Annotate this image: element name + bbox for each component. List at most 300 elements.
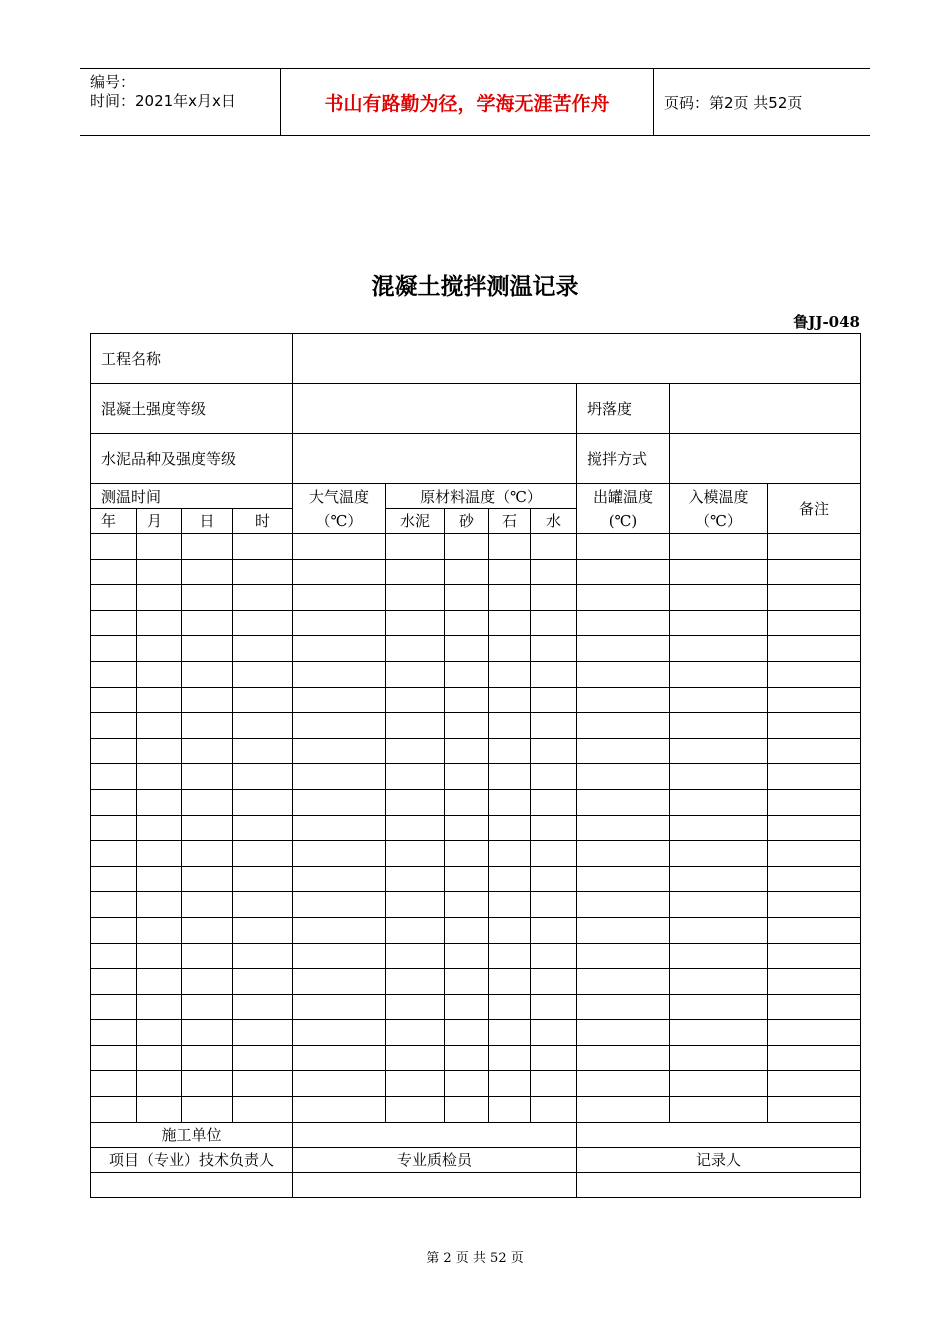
data-cell[interactable] <box>137 534 182 560</box>
data-cell[interactable] <box>489 917 531 943</box>
data-cell[interactable] <box>489 969 531 995</box>
hour-header: 时 <box>233 509 293 534</box>
data-cell[interactable] <box>768 841 861 867</box>
data-cell[interactable] <box>489 738 531 764</box>
data-cell[interactable] <box>293 585 386 611</box>
data-cell[interactable] <box>91 764 137 790</box>
data-cell[interactable] <box>577 610 670 636</box>
data-cell[interactable] <box>768 892 861 918</box>
data-cell[interactable] <box>768 636 861 662</box>
data-cell[interactable] <box>293 687 386 713</box>
data-cell[interactable] <box>489 841 531 867</box>
data-cell[interactable] <box>293 661 386 687</box>
tech-lead-signature[interactable] <box>91 1172 293 1197</box>
data-cell[interactable] <box>386 866 445 892</box>
construction-unit-extra-field[interactable] <box>577 1122 861 1147</box>
data-cell[interactable] <box>91 738 137 764</box>
data-cell[interactable] <box>445 815 489 841</box>
data-cell[interactable] <box>577 534 670 560</box>
data-cell[interactable] <box>386 1097 445 1123</box>
data-cell[interactable] <box>293 994 386 1020</box>
data-cell[interactable] <box>445 610 489 636</box>
data-cell[interactable] <box>233 559 293 585</box>
data-cell[interactable] <box>91 841 137 867</box>
data-cell[interactable] <box>445 1045 489 1071</box>
data-cell[interactable] <box>531 994 577 1020</box>
data-cell[interactable] <box>577 892 670 918</box>
data-cell[interactable] <box>531 841 577 867</box>
data-cell[interactable] <box>445 764 489 790</box>
data-cell[interactable] <box>670 841 768 867</box>
data-cell[interactable] <box>445 866 489 892</box>
data-cell[interactable] <box>768 585 861 611</box>
data-cell[interactable] <box>577 636 670 662</box>
data-cell[interactable] <box>670 687 768 713</box>
data-cell[interactable] <box>386 636 445 662</box>
data-cell[interactable] <box>91 534 137 560</box>
data-cell[interactable] <box>293 789 386 815</box>
data-cell[interactable] <box>489 815 531 841</box>
data-cell[interactable] <box>91 1071 137 1097</box>
data-cell[interactable] <box>386 892 445 918</box>
data-cell[interactable] <box>577 559 670 585</box>
data-cell[interactable] <box>531 943 577 969</box>
data-cell[interactable] <box>91 661 137 687</box>
data-cell[interactable] <box>233 713 293 739</box>
data-cell[interactable] <box>233 661 293 687</box>
remarks-header: 备注 <box>768 484 861 534</box>
data-cell[interactable] <box>182 1071 233 1097</box>
data-cell[interactable] <box>386 738 445 764</box>
data-cell[interactable] <box>577 738 670 764</box>
data-cell[interactable] <box>670 994 768 1020</box>
data-cell[interactable] <box>577 841 670 867</box>
data-cell[interactable] <box>670 1071 768 1097</box>
data-cell[interactable] <box>445 943 489 969</box>
data-cell[interactable] <box>91 866 137 892</box>
data-cell[interactable] <box>137 585 182 611</box>
data-cell[interactable] <box>233 1020 293 1046</box>
data-cell[interactable] <box>91 943 137 969</box>
data-cell[interactable] <box>768 917 861 943</box>
data-cell[interactable] <box>489 559 531 585</box>
data-cell[interactable] <box>445 892 489 918</box>
data-cell[interactable] <box>386 534 445 560</box>
data-cell[interactable] <box>768 815 861 841</box>
data-cell[interactable] <box>531 585 577 611</box>
data-cell[interactable] <box>293 559 386 585</box>
data-cell[interactable] <box>445 1097 489 1123</box>
data-cell[interactable] <box>577 789 670 815</box>
data-cell[interactable] <box>577 764 670 790</box>
data-cell[interactable] <box>91 969 137 995</box>
construction-unit-field[interactable] <box>293 1122 577 1147</box>
data-cell[interactable] <box>293 892 386 918</box>
data-cell[interactable] <box>233 815 293 841</box>
data-cell[interactable] <box>182 713 233 739</box>
concrete-grade-field[interactable] <box>293 384 577 434</box>
data-cell[interactable] <box>233 892 293 918</box>
data-cell[interactable] <box>531 534 577 560</box>
data-cell[interactable] <box>670 892 768 918</box>
data-cell[interactable] <box>233 943 293 969</box>
data-cell[interactable] <box>577 943 670 969</box>
data-cell[interactable] <box>182 534 233 560</box>
data-cell[interactable] <box>182 841 233 867</box>
data-cell[interactable] <box>233 764 293 790</box>
cement-type-field[interactable] <box>293 434 577 484</box>
data-cell[interactable] <box>233 789 293 815</box>
data-cell[interactable] <box>489 636 531 662</box>
data-cell[interactable] <box>293 610 386 636</box>
data-cell[interactable] <box>137 1045 182 1071</box>
data-cell[interactable] <box>233 841 293 867</box>
project-name-field[interactable] <box>293 334 861 384</box>
data-cell[interactable] <box>445 534 489 560</box>
data-cell[interactable] <box>531 610 577 636</box>
data-cell[interactable] <box>489 866 531 892</box>
data-cell[interactable] <box>137 559 182 585</box>
data-cell[interactable] <box>489 687 531 713</box>
data-cell[interactable] <box>182 1097 233 1123</box>
table-row <box>91 1097 861 1123</box>
data-cell[interactable] <box>137 1097 182 1123</box>
data-cell[interactable] <box>577 815 670 841</box>
data-cell[interactable] <box>768 661 861 687</box>
data-cell[interactable] <box>293 764 386 790</box>
data-cell[interactable] <box>670 713 768 739</box>
data-cell[interactable] <box>670 1097 768 1123</box>
data-cell[interactable] <box>445 585 489 611</box>
data-cell[interactable] <box>670 764 768 790</box>
data-cell[interactable] <box>233 585 293 611</box>
table-row <box>91 585 861 611</box>
data-cell[interactable] <box>577 687 670 713</box>
data-cell[interactable] <box>768 713 861 739</box>
data-cell[interactable] <box>531 713 577 739</box>
data-cell[interactable] <box>489 789 531 815</box>
data-cell[interactable] <box>182 585 233 611</box>
data-cell[interactable] <box>137 713 182 739</box>
data-cell[interactable] <box>293 943 386 969</box>
table-row <box>91 943 861 969</box>
data-cell[interactable] <box>293 738 386 764</box>
data-cell[interactable] <box>768 1020 861 1046</box>
data-cell[interactable] <box>386 841 445 867</box>
data-cell[interactable] <box>293 841 386 867</box>
data-cell[interactable] <box>670 585 768 611</box>
data-cell[interactable] <box>670 559 768 585</box>
data-cell[interactable] <box>768 687 861 713</box>
data-cell[interactable] <box>670 789 768 815</box>
material-temp-header: 原材料温度（℃） <box>386 484 577 509</box>
data-cell[interactable] <box>489 943 531 969</box>
data-cell[interactable] <box>670 866 768 892</box>
data-cell[interactable] <box>768 1045 861 1071</box>
data-cell[interactable] <box>233 917 293 943</box>
data-cell[interactable] <box>182 610 233 636</box>
data-cell[interactable] <box>137 892 182 918</box>
data-cell[interactable] <box>386 969 445 995</box>
data-cell[interactable] <box>768 1071 861 1097</box>
data-cell[interactable] <box>91 585 137 611</box>
data-cell[interactable] <box>768 738 861 764</box>
data-cell[interactable] <box>768 789 861 815</box>
data-cell[interactable] <box>445 687 489 713</box>
data-cell[interactable] <box>182 943 233 969</box>
data-cell[interactable] <box>293 815 386 841</box>
data-cell[interactable] <box>137 815 182 841</box>
data-cell[interactable] <box>91 789 137 815</box>
data-cell[interactable] <box>182 789 233 815</box>
data-cell[interactable] <box>137 764 182 790</box>
data-cell[interactable] <box>182 969 233 995</box>
data-cell[interactable] <box>182 764 233 790</box>
data-cell[interactable] <box>91 994 137 1020</box>
data-cell[interactable] <box>233 636 293 662</box>
data-cell[interactable] <box>182 559 233 585</box>
data-cell[interactable] <box>489 585 531 611</box>
data-cell[interactable] <box>531 815 577 841</box>
data-cell[interactable] <box>445 994 489 1020</box>
data-cell[interactable] <box>233 1071 293 1097</box>
data-cell[interactable] <box>445 1020 489 1046</box>
data-cell[interactable] <box>670 969 768 995</box>
data-cell[interactable] <box>577 713 670 739</box>
data-cell[interactable] <box>182 994 233 1020</box>
mix-method-field[interactable] <box>670 434 861 484</box>
data-cell[interactable] <box>577 969 670 995</box>
data-cell[interactable] <box>445 789 489 815</box>
data-cell[interactable] <box>445 636 489 662</box>
data-cell[interactable] <box>137 841 182 867</box>
data-cell[interactable] <box>293 1020 386 1046</box>
data-cell[interactable] <box>531 969 577 995</box>
data-cell[interactable] <box>386 764 445 790</box>
data-cell[interactable] <box>531 687 577 713</box>
data-cell[interactable] <box>233 610 293 636</box>
data-cell[interactable] <box>386 789 445 815</box>
data-cell[interactable] <box>182 866 233 892</box>
data-cell[interactable] <box>489 1071 531 1097</box>
data-cell[interactable] <box>670 610 768 636</box>
data-cell[interactable] <box>386 815 445 841</box>
data-cell[interactable] <box>489 764 531 790</box>
data-cell[interactable] <box>137 1071 182 1097</box>
data-cell[interactable] <box>386 713 445 739</box>
data-cell[interactable] <box>233 1045 293 1071</box>
data-cell[interactable] <box>577 1045 670 1071</box>
data-cell[interactable] <box>293 636 386 662</box>
data-cell[interactable] <box>531 764 577 790</box>
data-cell[interactable] <box>768 866 861 892</box>
data-cell[interactable] <box>489 1097 531 1123</box>
data-cell[interactable] <box>293 969 386 995</box>
data-cell[interactable] <box>768 994 861 1020</box>
data-cell[interactable] <box>531 1020 577 1046</box>
data-cell[interactable] <box>91 713 137 739</box>
data-cell[interactable] <box>489 994 531 1020</box>
data-cell[interactable] <box>768 559 861 585</box>
data-cell[interactable] <box>531 1045 577 1071</box>
data-cell[interactable] <box>670 1045 768 1071</box>
data-cell[interactable] <box>91 1097 137 1123</box>
table-row <box>91 917 861 943</box>
data-cell[interactable] <box>91 1045 137 1071</box>
data-cell[interactable] <box>182 636 233 662</box>
data-cell[interactable] <box>445 738 489 764</box>
data-cell[interactable] <box>91 892 137 918</box>
data-cell[interactable] <box>137 610 182 636</box>
data-cell[interactable] <box>182 917 233 943</box>
data-cell[interactable] <box>137 866 182 892</box>
data-cell[interactable] <box>293 1071 386 1097</box>
data-cell[interactable] <box>577 661 670 687</box>
data-cell[interactable] <box>489 661 531 687</box>
data-cell[interactable] <box>531 789 577 815</box>
data-cell[interactable] <box>182 661 233 687</box>
data-cell[interactable] <box>233 994 293 1020</box>
data-cell[interactable] <box>137 917 182 943</box>
page-footer: 第 2 页 共 52 页 <box>426 1251 524 1266</box>
data-cell[interactable] <box>91 559 137 585</box>
data-cell[interactable] <box>577 1097 670 1123</box>
data-cell[interactable] <box>670 1020 768 1046</box>
data-cell[interactable] <box>386 687 445 713</box>
data-cell[interactable] <box>577 1071 670 1097</box>
data-cell[interactable] <box>670 815 768 841</box>
motto: 书山有路勤为径，学海无涯苦作舟 <box>324 92 610 115</box>
data-cell[interactable] <box>137 994 182 1020</box>
data-cell[interactable] <box>489 892 531 918</box>
data-cell[interactable] <box>670 534 768 560</box>
data-cell[interactable] <box>531 661 577 687</box>
data-cell[interactable] <box>182 1020 233 1046</box>
data-cell[interactable] <box>577 585 670 611</box>
data-cell[interactable] <box>293 866 386 892</box>
data-cell[interactable] <box>445 559 489 585</box>
data-cell[interactable] <box>386 943 445 969</box>
data-cell[interactable] <box>386 559 445 585</box>
data-cell[interactable] <box>670 738 768 764</box>
data-cell[interactable] <box>233 969 293 995</box>
data-cell[interactable] <box>768 1097 861 1123</box>
data-cell[interactable] <box>531 738 577 764</box>
slump-field[interactable] <box>670 384 861 434</box>
data-cell[interactable] <box>489 1020 531 1046</box>
data-cell[interactable] <box>531 1071 577 1097</box>
data-cell[interactable] <box>531 866 577 892</box>
data-cell[interactable] <box>386 661 445 687</box>
data-cell[interactable] <box>182 815 233 841</box>
data-cell[interactable] <box>386 585 445 611</box>
data-cell[interactable] <box>670 661 768 687</box>
data-cell[interactable] <box>91 1020 137 1046</box>
data-cell[interactable] <box>137 636 182 662</box>
data-cell[interactable] <box>445 661 489 687</box>
table-row <box>91 892 861 918</box>
data-cell[interactable] <box>670 636 768 662</box>
data-cell[interactable] <box>531 917 577 943</box>
data-cell[interactable] <box>445 917 489 943</box>
data-cell[interactable] <box>531 892 577 918</box>
data-cell[interactable] <box>137 1020 182 1046</box>
data-cell[interactable] <box>670 917 768 943</box>
data-cell[interactable] <box>91 917 137 943</box>
data-cell[interactable] <box>233 687 293 713</box>
data-cell[interactable] <box>91 610 137 636</box>
data-cell[interactable] <box>768 764 861 790</box>
header-motto-cell <box>281 69 654 135</box>
data-cell[interactable] <box>91 687 137 713</box>
data-cell[interactable] <box>386 1071 445 1097</box>
table-row <box>91 1045 861 1071</box>
data-cell[interactable] <box>531 559 577 585</box>
data-cell[interactable] <box>137 789 182 815</box>
qc-inspector-signature[interactable] <box>293 1172 577 1197</box>
data-cell[interactable] <box>386 994 445 1020</box>
data-cell[interactable] <box>293 534 386 560</box>
data-cell[interactable] <box>768 969 861 995</box>
data-cell[interactable] <box>489 1045 531 1071</box>
data-cell[interactable] <box>293 1045 386 1071</box>
data-cell[interactable] <box>91 636 137 662</box>
data-cell[interactable] <box>182 738 233 764</box>
data-cell[interactable] <box>137 943 182 969</box>
data-cell[interactable] <box>768 534 861 560</box>
data-cell[interactable] <box>137 969 182 995</box>
data-cell[interactable] <box>182 1045 233 1071</box>
data-cell[interactable] <box>233 738 293 764</box>
data-cell[interactable] <box>233 534 293 560</box>
data-cell[interactable] <box>489 713 531 739</box>
data-cell[interactable] <box>445 841 489 867</box>
recorder-signature[interactable] <box>577 1172 861 1197</box>
data-cell[interactable] <box>386 917 445 943</box>
data-cell[interactable] <box>768 943 861 969</box>
data-cell[interactable] <box>577 917 670 943</box>
data-cell[interactable] <box>445 969 489 995</box>
data-cell[interactable] <box>577 994 670 1020</box>
data-cell[interactable] <box>293 713 386 739</box>
data-cell[interactable] <box>91 815 137 841</box>
data-cell[interactable] <box>670 943 768 969</box>
data-cell[interactable] <box>137 661 182 687</box>
data-cell[interactable] <box>293 917 386 943</box>
data-cell[interactable] <box>233 1097 293 1123</box>
data-cell[interactable] <box>531 1097 577 1123</box>
data-cell[interactable] <box>489 534 531 560</box>
data-cell[interactable] <box>233 866 293 892</box>
data-cell[interactable] <box>182 892 233 918</box>
data-cell[interactable] <box>386 1045 445 1071</box>
data-cell[interactable] <box>445 713 489 739</box>
data-cell[interactable] <box>577 866 670 892</box>
data-cell[interactable] <box>531 636 577 662</box>
data-cell[interactable] <box>137 687 182 713</box>
data-cell[interactable] <box>445 1071 489 1097</box>
data-cell[interactable] <box>182 687 233 713</box>
data-cell[interactable] <box>137 738 182 764</box>
data-cell[interactable] <box>489 610 531 636</box>
data-cell[interactable] <box>577 1020 670 1046</box>
data-cell[interactable] <box>768 610 861 636</box>
data-cell[interactable] <box>386 610 445 636</box>
table-row <box>91 1020 861 1046</box>
data-cell[interactable] <box>293 1097 386 1123</box>
data-cell[interactable] <box>386 1020 445 1046</box>
mold-temp-header <box>670 484 768 534</box>
